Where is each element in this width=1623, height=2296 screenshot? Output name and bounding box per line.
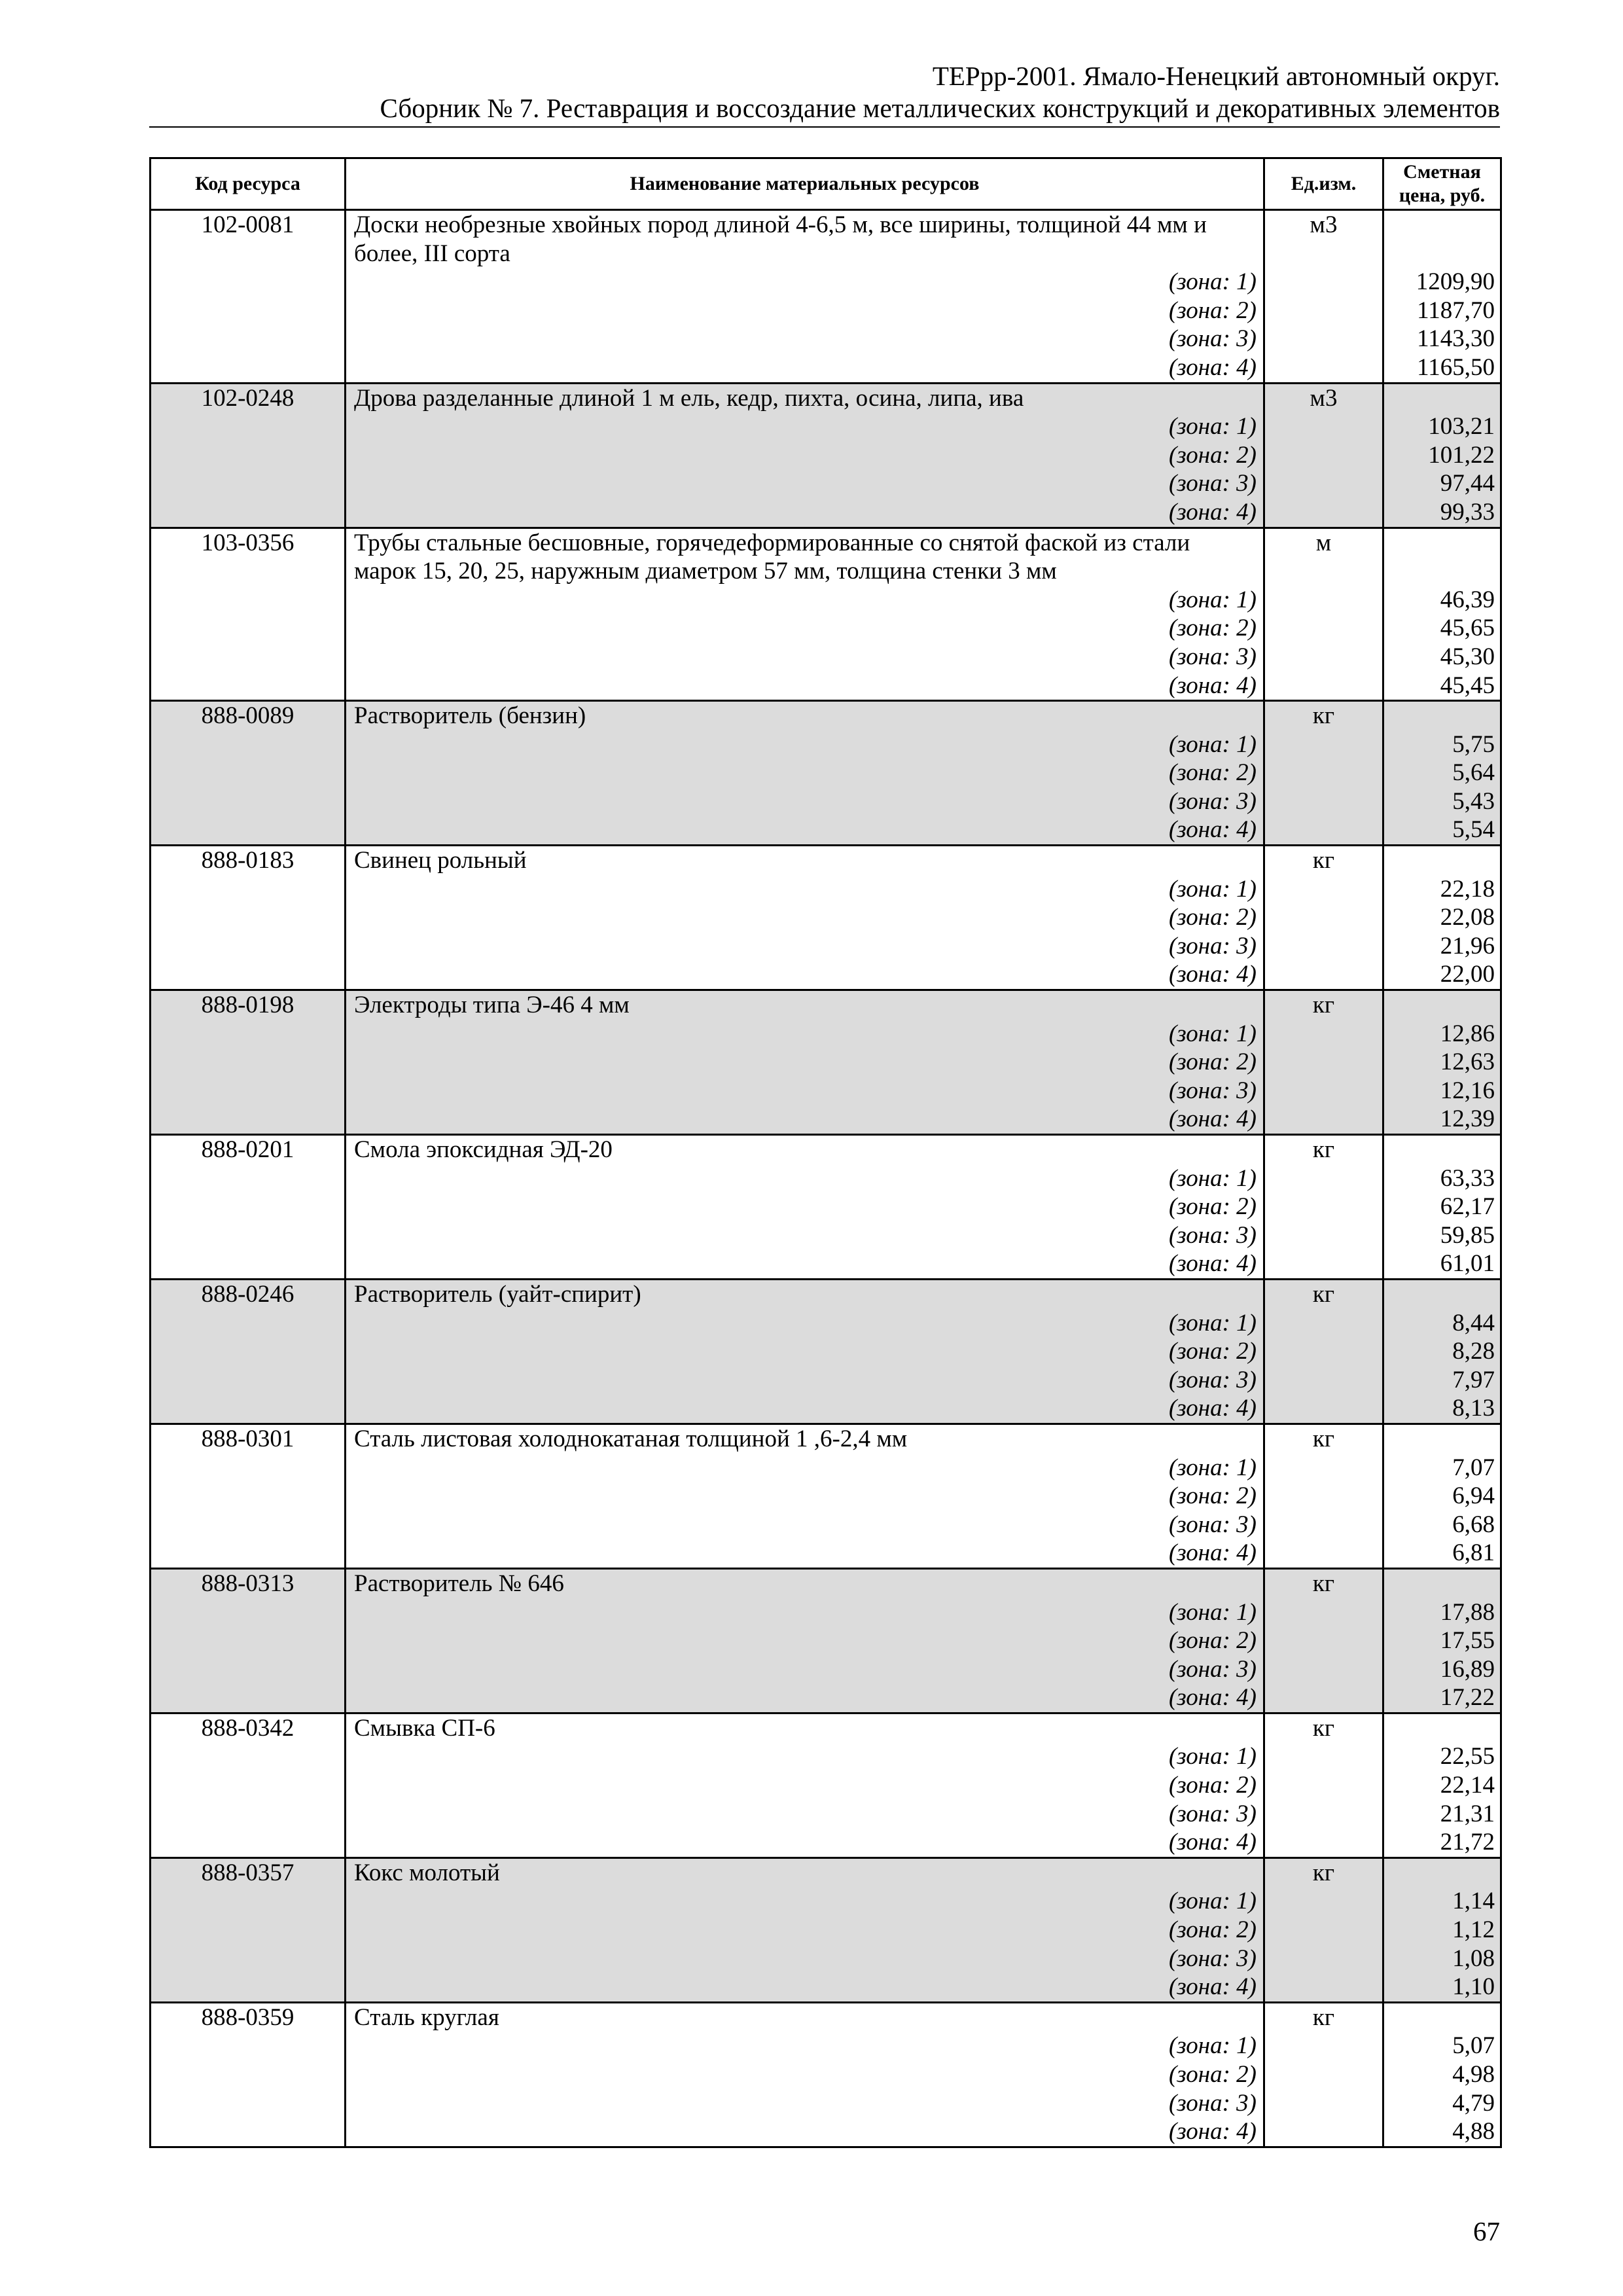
- resource-prices: [1383, 1713, 1501, 1857]
- resource-prices: [1383, 846, 1501, 990]
- zone-label: (зона: 2): [1168, 904, 1257, 931]
- resource-code: 102-0248: [151, 383, 346, 528]
- zone-price: 17,22: [1440, 1684, 1495, 1712]
- resource-name: Растворитель (уайт-спирит): [354, 1280, 641, 1308]
- zone-label: (зона: 1): [1168, 730, 1257, 758]
- resource-unit: кг: [1264, 1424, 1383, 1568]
- resource-code: 888-0359: [151, 2002, 346, 2147]
- zone-price: 1165,50: [1417, 353, 1495, 381]
- resource-prices: [1383, 1279, 1501, 1424]
- zone-label: (зона: 2): [1168, 1193, 1257, 1221]
- zone-price: 21,72: [1440, 1829, 1495, 1856]
- resource-name-cell: [346, 1279, 1264, 1424]
- zone-label: (зона: 4): [1168, 498, 1257, 526]
- resource-name-cell: [346, 1857, 1264, 2002]
- resource-name: Кокс молотый: [354, 1859, 500, 1886]
- zone-label: (зона: 1): [1168, 413, 1257, 440]
- resource-name: Дрова разделанные длиной 1 м ель, кедр, пихта, осина, липа, ива: [354, 384, 1024, 412]
- zone-price: 5,54: [1452, 816, 1495, 844]
- resource-code: 103-0356: [151, 528, 346, 701]
- zone-price: 101,22: [1428, 441, 1495, 469]
- zone-price: 45,45: [1440, 672, 1495, 699]
- resource-code: 888-0342: [151, 1713, 346, 1857]
- zone-label: (зона: 4): [1168, 1973, 1257, 2001]
- zone-label: (зона: 2): [1168, 1916, 1257, 1944]
- resource-prices: [1383, 1135, 1501, 1280]
- zone-price: 7,97: [1452, 1366, 1495, 1393]
- resource-code: 888-0301: [151, 1424, 346, 1568]
- zone-price: 1,14: [1452, 1888, 1495, 1915]
- zone-label: (зона: 2): [1168, 615, 1257, 642]
- table-row: [151, 701, 1501, 846]
- zone-price: 97,44: [1440, 470, 1495, 497]
- resource-unit: м3: [1264, 383, 1383, 528]
- price-spacer: [1384, 1859, 1495, 1888]
- price-spacer: [1384, 991, 1495, 1020]
- resource-code: 888-0313: [151, 1568, 346, 1713]
- zone-price: 1209,90: [1416, 268, 1495, 296]
- zone-label: (зона: 1): [1168, 268, 1257, 296]
- resource-name: Сталь круглая: [354, 2003, 499, 2031]
- resource-name-cell: [346, 210, 1264, 384]
- resource-prices: [1383, 383, 1501, 528]
- resource-name-cell: [346, 1424, 1264, 1568]
- price-spacer: [1384, 1570, 1495, 1598]
- resource-price-table: [149, 157, 1502, 2148]
- zone-label: (зона: 4): [1168, 816, 1257, 844]
- zone-price: 1187,70: [1417, 296, 1495, 324]
- resource-unit: кг: [1264, 1279, 1383, 1424]
- zone-label: (зона: 1): [1168, 1743, 1257, 1770]
- zone-price: 1,10: [1452, 1973, 1495, 2001]
- zone-label: (зона: 3): [1168, 1800, 1257, 1827]
- resource-unit: кг: [1264, 1713, 1383, 1857]
- zone-price: 7,07: [1452, 1454, 1495, 1481]
- zone-label: (зона: 3): [1168, 1221, 1257, 1249]
- resource-code: 888-0089: [151, 701, 346, 846]
- resource-name-cell: [346, 846, 1264, 990]
- zone-price: 4,88: [1452, 2118, 1495, 2145]
- resource-name-cell: [346, 701, 1264, 846]
- zone-label: (зона: 4): [1168, 672, 1257, 699]
- zone-price: 5,07: [1452, 2032, 1495, 2060]
- zone-price: 4,79: [1452, 2089, 1495, 2117]
- zone-label: (зона: 2): [1168, 1482, 1257, 1510]
- resource-name-cell: [346, 528, 1264, 701]
- zone-price: 21,96: [1440, 932, 1495, 960]
- resource-unit: кг: [1264, 846, 1383, 990]
- table-header-row: [151, 158, 1501, 210]
- zone-label: (зона: 4): [1168, 1684, 1257, 1712]
- zone-label: (зона: 2): [1168, 1049, 1257, 1076]
- resource-code: 888-0357: [151, 1857, 346, 2002]
- zone-price: 46,39: [1440, 586, 1495, 613]
- resource-unit: кг: [1264, 1135, 1383, 1280]
- resource-code: 102-0081: [151, 210, 346, 384]
- resource-unit: кг: [1264, 2002, 1383, 2147]
- resource-code: 888-0246: [151, 1279, 346, 1424]
- price-spacer: [1384, 1425, 1495, 1454]
- page-number: 67: [1473, 2216, 1500, 2246]
- resource-name: Сталь листовая холоднокатаная толщиной 1 ,6-2,4 мм: [354, 1425, 908, 1452]
- resource-name: Растворитель (бензин): [354, 702, 586, 730]
- zone-label: (зона: 3): [1168, 325, 1257, 353]
- zone-price: 6,94: [1452, 1482, 1495, 1510]
- resource-name: Смола эпоксидная ЭД-20: [354, 1136, 613, 1163]
- zone-label: (зона: 2): [1168, 2061, 1257, 2088]
- table-row: [151, 990, 1501, 1135]
- resource-code: 888-0183: [151, 846, 346, 990]
- price-spacer: [1384, 1136, 1495, 1164]
- zone-price: 22,08: [1440, 904, 1495, 931]
- resource-name-cell: [346, 2002, 1264, 2147]
- column-header-unit: Ед.изм.: [1264, 158, 1383, 210]
- zone-label: (зона: 1): [1168, 586, 1257, 613]
- zone-price: 1,08: [1452, 1945, 1495, 1972]
- price-spacer: [1384, 2003, 1495, 2032]
- zone-price: 5,64: [1452, 759, 1495, 787]
- zone-label: (зона: 3): [1168, 643, 1257, 670]
- zone-label: (зона: 1): [1168, 2032, 1257, 2060]
- zone-label: (зона: 1): [1168, 1598, 1257, 1626]
- zone-price: 21,31: [1440, 1800, 1495, 1827]
- price-spacer: [1384, 557, 1495, 586]
- zone-price: 103,21: [1428, 413, 1495, 440]
- zone-label: (зона: 4): [1168, 1395, 1257, 1422]
- zone-label: (зона: 4): [1168, 1105, 1257, 1133]
- zone-price: 16,89: [1440, 1655, 1495, 1683]
- zone-price: 12,86: [1440, 1020, 1495, 1047]
- zone-label: (зона: 1): [1168, 1164, 1257, 1192]
- table-row: [151, 2002, 1501, 2147]
- table-row: [151, 528, 1501, 701]
- header-title-line: ТЕРрр-2001. Ямало-Ненецкий автономный округ.: [932, 61, 1500, 91]
- zone-price: 45,65: [1440, 615, 1495, 642]
- zone-price: 22,00: [1440, 961, 1495, 988]
- price-spacer: [1384, 240, 1495, 268]
- zone-price: 1,12: [1452, 1916, 1495, 1944]
- table-row: [151, 1857, 1501, 2002]
- zone-price: 12,16: [1440, 1077, 1495, 1104]
- zone-label: (зона: 2): [1168, 296, 1257, 324]
- zone-label: (зона: 2): [1168, 1338, 1257, 1365]
- resource-prices: [1383, 1424, 1501, 1568]
- running-header: [149, 60, 1500, 124]
- zone-label: (зона: 2): [1168, 1772, 1257, 1799]
- resource-code: 888-0201: [151, 1135, 346, 1280]
- price-spacer: [1384, 211, 1495, 240]
- zone-price: 62,17: [1440, 1193, 1495, 1221]
- zone-price: 99,33: [1440, 498, 1495, 526]
- zone-label: (зона: 3): [1168, 1366, 1257, 1393]
- zone-label: (зона: 4): [1168, 961, 1257, 988]
- zone-price: 6,68: [1452, 1511, 1495, 1538]
- zone-label: (зона: 1): [1168, 1020, 1257, 1047]
- zone-label: (зона: 3): [1168, 1945, 1257, 1972]
- resource-name: Растворитель № 646: [354, 1570, 564, 1597]
- zone-price: 12,63: [1440, 1049, 1495, 1076]
- zone-price: 63,33: [1440, 1164, 1495, 1192]
- table-row: [151, 1135, 1501, 1280]
- zone-label: (зона: 4): [1168, 1539, 1257, 1567]
- resource-name: Доски необрезные хвойных пород длиной 4-6,5 м, все ширины, толщиной 44 мм и более, III сорта: [354, 211, 1207, 267]
- zone-price: 17,55: [1440, 1627, 1495, 1655]
- resource-code: 888-0198: [151, 990, 346, 1135]
- column-header-price: [1383, 158, 1501, 210]
- zone-label: (зона: 2): [1168, 759, 1257, 787]
- resource-name: Свинец рольный: [354, 847, 527, 874]
- zone-price: 12,39: [1440, 1105, 1495, 1133]
- resource-name-cell: [346, 990, 1264, 1135]
- table-row: [151, 383, 1501, 528]
- zone-price: 8,44: [1452, 1309, 1495, 1336]
- resource-prices: [1383, 701, 1501, 846]
- table-row: [151, 1568, 1501, 1713]
- price-spacer: [1384, 529, 1495, 558]
- resource-unit: м3: [1264, 210, 1383, 384]
- zone-label: (зона: 3): [1168, 2089, 1257, 2117]
- resource-unit: кг: [1264, 1568, 1383, 1713]
- resource-unit: кг: [1264, 990, 1383, 1135]
- price-spacer: [1384, 1714, 1495, 1743]
- zone-label: (зона: 4): [1168, 353, 1257, 381]
- table-row: [151, 1279, 1501, 1424]
- resource-prices: [1383, 1568, 1501, 1713]
- resource-name: Трубы стальные бесшовные, горячедеформированные со снятой фаской из стали марок 15, 20, 25, наружным диаметром 57 мм, толщина стенки 3 мм: [354, 529, 1190, 585]
- price-spacer: [1384, 846, 1495, 875]
- resource-name-cell: [346, 1713, 1264, 1857]
- zone-label: (зона: 4): [1168, 1829, 1257, 1856]
- resource-unit: кг: [1264, 701, 1383, 846]
- header-collection-line: Сборник № 7. Реставрация и воссоздание металлических конструкций и декоративных элементов: [380, 93, 1500, 123]
- zone-label: (зона: 3): [1168, 1077, 1257, 1104]
- resource-prices: [1383, 2002, 1501, 2147]
- price-spacer: [1384, 1280, 1495, 1309]
- zone-price: 5,43: [1452, 787, 1495, 815]
- zone-price: 8,28: [1452, 1338, 1495, 1365]
- resource-prices: [1383, 210, 1501, 384]
- zone-price: 22,55: [1440, 1743, 1495, 1770]
- zone-price: 61,01: [1440, 1250, 1495, 1278]
- zone-price: 59,85: [1440, 1221, 1495, 1249]
- zone-price: 6,81: [1452, 1539, 1495, 1567]
- resource-prices: [1383, 990, 1501, 1135]
- zone-price: 22,18: [1440, 875, 1495, 903]
- resource-name-cell: [346, 1135, 1264, 1280]
- resource-name: Смывка СП-6: [354, 1714, 495, 1742]
- zone-label: (зона: 2): [1168, 1627, 1257, 1655]
- resource-prices: [1383, 1857, 1501, 2002]
- price-spacer: [1384, 384, 1495, 413]
- resource-name-cell: [346, 383, 1264, 528]
- resource-unit: кг: [1264, 1857, 1383, 2002]
- zone-price: 17,88: [1440, 1598, 1495, 1626]
- zone-label: (зона: 2): [1168, 441, 1257, 469]
- zone-label: (зона: 3): [1168, 1655, 1257, 1683]
- zone-label: (зона: 3): [1168, 787, 1257, 815]
- table-row: [151, 210, 1501, 384]
- header-divider: [149, 126, 1500, 128]
- zone-label: (зона: 1): [1168, 1888, 1257, 1915]
- zone-label: (зона: 4): [1168, 1250, 1257, 1278]
- zone-price: 8,13: [1452, 1395, 1495, 1422]
- zone-label: (зона: 3): [1168, 1511, 1257, 1538]
- price-spacer: [1384, 702, 1495, 730]
- zone-price: 45,30: [1440, 643, 1495, 670]
- column-header-code: Код ресурса: [151, 158, 346, 210]
- column-header-price-line2: цена, руб.: [1399, 185, 1486, 206]
- zone-label: (зона: 3): [1168, 470, 1257, 497]
- table-row: [151, 846, 1501, 990]
- resource-name-cell: [346, 1568, 1264, 1713]
- table-row: [151, 1424, 1501, 1568]
- zone-price: 5,75: [1452, 730, 1495, 758]
- zone-price: 22,14: [1440, 1772, 1495, 1799]
- column-header-name: Наименование материальных ресурсов: [346, 158, 1264, 210]
- resource-unit: м: [1264, 528, 1383, 701]
- table-row: [151, 1713, 1501, 1857]
- column-header-price-line1: Сметная: [1403, 161, 1481, 183]
- resource-name: Электроды типа Э-46 4 мм: [354, 992, 630, 1019]
- zone-label: (зона: 4): [1168, 2118, 1257, 2145]
- zone-label: (зона: 3): [1168, 932, 1257, 960]
- resource-prices: [1383, 528, 1501, 701]
- zone-label: (зона: 1): [1168, 1309, 1257, 1336]
- zone-label: (зона: 1): [1168, 1454, 1257, 1481]
- zone-price: 1143,30: [1417, 325, 1495, 353]
- zone-label: (зона: 1): [1168, 875, 1257, 903]
- zone-price: 4,98: [1452, 2061, 1495, 2088]
